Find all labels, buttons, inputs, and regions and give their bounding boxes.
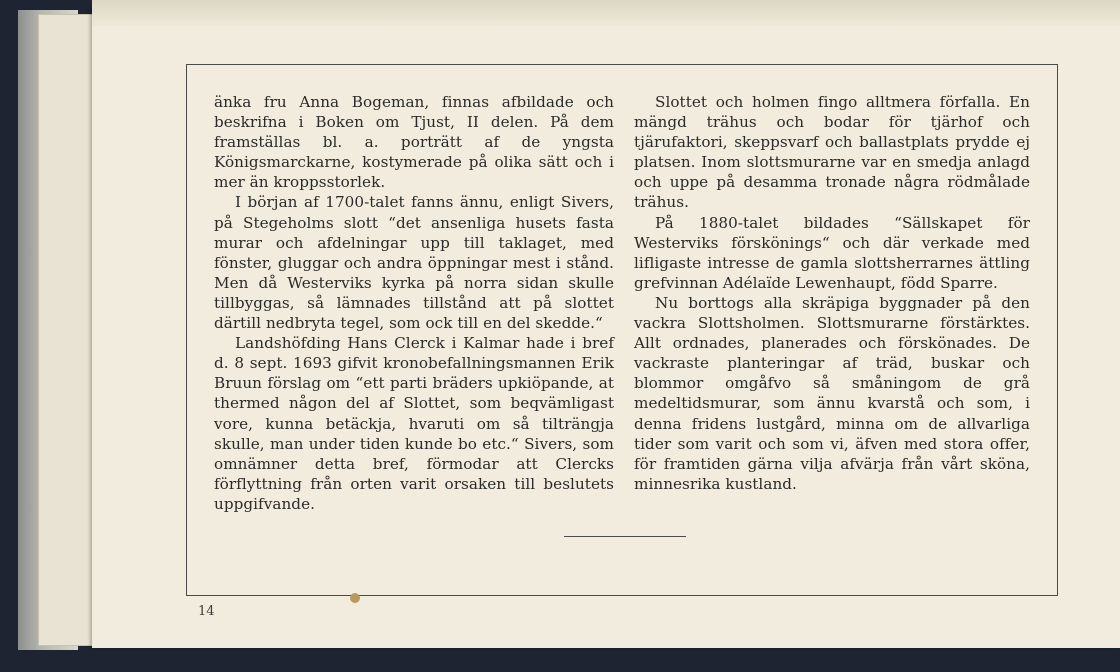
paragraph: Nu borttogs alla skräpiga byggnader på den vackra Slottsholmen. Slottsmurarne förstärktes. Allt ordnades, planerades och förskönades. De vackraste planteringar af träd, buskar och blommor omgåfvo så småningom de grå medeltidsmurar, som ännu kvarstå och som, i denna fridens lustgård, minna om de allvarliga tider som varit och som vi, äfven med stora offer, för framtiden gärna vilja afvärja från vårt sköna, minnesrika kustland.	[634, 293, 1030, 493]
right-column	[634, 92, 1030, 494]
binding-pin	[350, 593, 360, 603]
page-top-strip	[92, 0, 1120, 26]
page-number: 14	[198, 604, 215, 619]
paragraph: Landshöfding Hans Clerck i Kalmar hade i bref d. 8 sept. 1693 gifvit kronobefallningsmannen Erik Bruun förslag om “ett parti bräders upkiöpande, at thermed någon del af Slottet, som beqvämligast vore, kunna betäckja, hvaruti om så tilträngja skulle, man under tiden kunde bo etc.“ Sivers, som omnämner detta bref, förmodar att Clercks förflyttning från orten varit orsaken till beslutets uppgifvande.	[214, 334, 614, 513]
paragraph: I början af 1700-talet fanns ännu, enligt Sivers, på Stegeholms slott “det ansenliga husets fasta murar och afdelningar upp till taklaget, med fönster, gluggar och andra öppningar mest i stånd. Men då Westerviks kyrka på norra sidan skulle tillbyggas, så lämnades tillstånd att på slottet därtill nedbryta tegel, som ock till en del skedde.“	[214, 193, 614, 333]
section-divider	[564, 536, 686, 537]
paragraph: änka fru Anna Bogeman, finnas afbildade och beskrifna i Boken om Tjust, II delen. På dem framställas bl. a. porträtt af de yngsta Königsmarckarne, kostymerade på olika sätt och i mer än kroppsstorlek.	[214, 93, 614, 192]
paragraph: Slottet och holmen fingo alltmera förfalla. En mängd trähus och bodar för tjärhof och tjärufaktori, skeppsvarf och ballastplats prydde ej platsen. Inom slottsmurarne var en smedja anlagd och uppe på desamma tronade några rödmålade trähus.	[634, 93, 1030, 212]
left-column	[214, 92, 614, 514]
paragraph: På 1880-talet bildades “Sällskapet för Westerviks förskönings“ och där verkade med lifligaste intresse de gamla slottsherrarnes ättling grefvinnan Adélaïde Lewenhaupt, född Sparre.	[634, 213, 1030, 292]
